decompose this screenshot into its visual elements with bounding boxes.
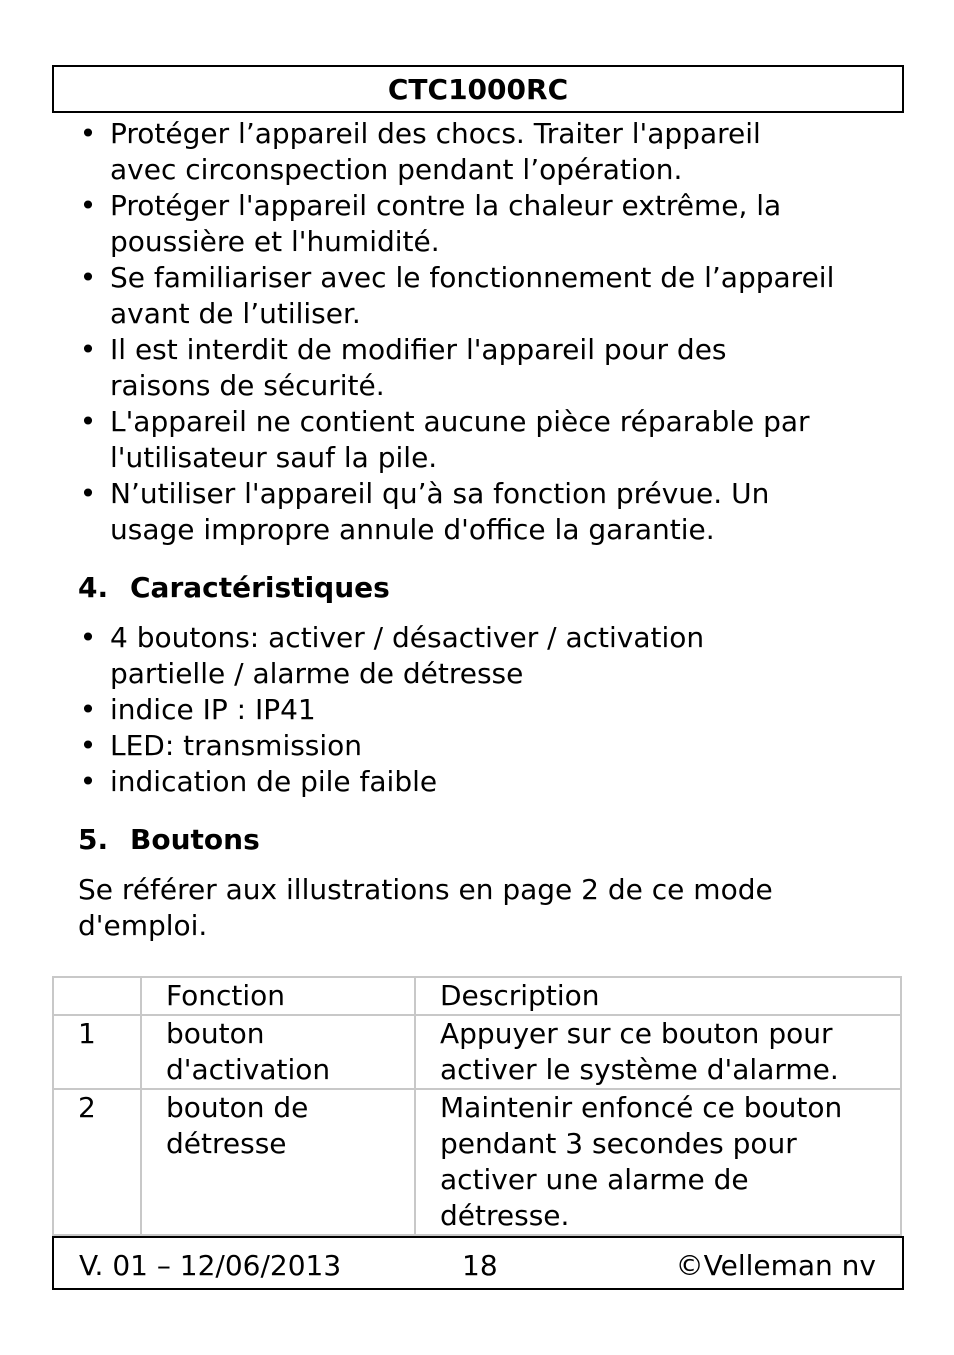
table-header-cell [53, 977, 141, 1015]
table-cell-description: Maintenir enfoncé ce bouton pendant 3 secondes pour activer une alarme de détresse. [415, 1089, 901, 1235]
bullet-icon: • [79, 117, 97, 150]
list-item: • N’utiliser l'appareil qu’à sa fonction prévue. Un usage impropre annule d'office la garantie. [79, 477, 770, 546]
list-item: • Il est interdit de modifier l'appareil pour des raisons de sécurité. [79, 333, 727, 402]
page-number: 18 [462, 1249, 498, 1282]
bullet-icon: • [79, 729, 97, 762]
document-footer [52, 1236, 904, 1290]
section-number: 4. [78, 571, 109, 604]
table-cell-number: 1 [53, 1015, 141, 1089]
list-item: • 4 boutons: activer / désactiver / activation partielle / alarme de détresse [79, 621, 705, 690]
list-item: • LED: transmission [79, 729, 363, 762]
section-title: Caractéristiques [130, 571, 390, 604]
table-header-cell: Description [415, 977, 901, 1015]
table-cell-function: bouton de détresse [141, 1089, 415, 1235]
list-item: • Protéger l'appareil contre la chaleur extrême, la poussière et l'humidité. [79, 189, 782, 258]
table-row [53, 1089, 901, 1235]
table-row [53, 1015, 901, 1089]
section-title: Boutons [130, 823, 260, 856]
bullet-icon: • [79, 261, 97, 294]
document-header [52, 65, 904, 113]
copyright: ©Velleman nv [675, 1249, 876, 1282]
bullet-icon: • [79, 189, 97, 222]
list-item: • Protéger l’appareil des chocs. Traiter l'appareil avec circonspection pendant l’opération. [79, 117, 761, 186]
table-cell-function: bouton d'activation [141, 1015, 415, 1089]
table-cell-number: 2 [53, 1089, 141, 1235]
bullet-icon: • [79, 477, 97, 510]
section-number: 5. [78, 823, 109, 856]
bullet-icon: • [79, 333, 97, 366]
bullet-icon: • [79, 693, 97, 726]
list-item: • L'appareil ne contient aucune pièce réparable par l'utilisateur sauf la pile. [79, 405, 810, 474]
intro-paragraph: Se référer aux illustrations en page 2 de ce mode d'emploi. [78, 873, 773, 942]
table-header-cell: Fonction [141, 977, 415, 1015]
bullet-icon: • [79, 621, 97, 654]
document-title: CTC1000RC [387, 73, 569, 106]
safety-list [78, 116, 898, 548]
version-date: V. 01 – 12/06/2013 [79, 1249, 342, 1282]
bullet-icon: • [79, 765, 97, 798]
buttons-table [52, 976, 902, 1236]
page-content [78, 116, 898, 944]
bullet-icon: • [79, 405, 97, 438]
list-item: • indication de pile faible [79, 765, 438, 798]
table-cell-description: Appuyer sur ce bouton pour activer le système d'alarme. [415, 1015, 901, 1089]
list-item: • Se familiariser avec le fonctionnement de l’appareil avant de l’utiliser. [79, 261, 835, 330]
list-item: • indice IP : IP41 [79, 693, 316, 726]
section-heading-features [78, 570, 898, 606]
features-list [78, 620, 898, 800]
section-heading-buttons [78, 822, 898, 858]
table-header-row [53, 977, 901, 1015]
